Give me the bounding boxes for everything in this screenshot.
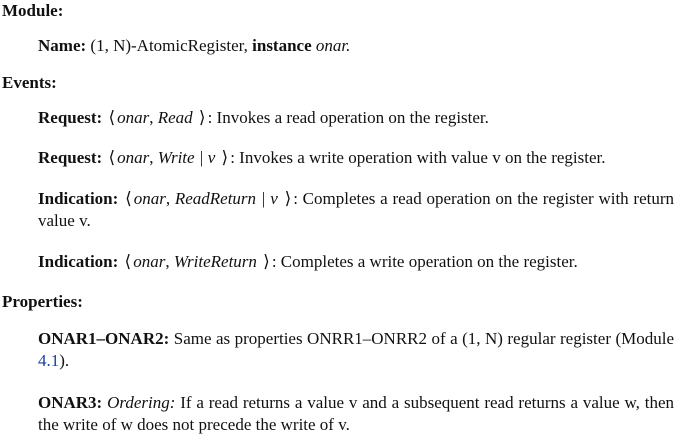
event-description: : Invokes a read operation on the register. (207, 108, 489, 127)
event-open-bracket: ⟨ (108, 148, 116, 167)
event-operation: WriteReturn (173, 252, 257, 271)
event-close-bracket: ⟩ (263, 252, 270, 271)
event-open-bracket: ⟨ (124, 252, 132, 271)
event-instance: onar (117, 148, 150, 167)
event-description: : Completes a write operation on the register. (271, 252, 578, 271)
event-operation: Read (157, 108, 193, 127)
event-instance: onar (133, 252, 166, 271)
event-item (38, 107, 674, 129)
module-reference-link[interactable]: 4.1 (38, 351, 60, 370)
event-item (38, 147, 674, 169)
event-argument: | v (260, 189, 278, 208)
property-item (38, 328, 674, 372)
name-value: (1, N)-AtomicRegister, (90, 36, 248, 55)
property-text: If a read returns a value v and a subsequent read returns a value w, then the write of w does not precede the write of v. (38, 393, 675, 434)
event-separator: , (165, 252, 170, 271)
event-separator: , (149, 148, 154, 167)
property-label: ONAR3: (38, 393, 103, 412)
event-operation: Write (157, 148, 195, 167)
event-close-bracket: ⟩ (284, 189, 292, 208)
event-separator: , (165, 189, 171, 208)
event-open-bracket: ⟨ (125, 189, 132, 208)
event-instance: onar (133, 189, 166, 208)
name-label: Name: (38, 36, 87, 55)
events-heading: Events: (2, 73, 57, 92)
event-close-bracket: ⟩ (198, 108, 206, 127)
property-label: ONAR1–ONAR2: (38, 329, 170, 348)
event-label: Indication: (38, 189, 119, 208)
event-label: Request: (38, 148, 103, 167)
properties-heading: Properties: (2, 292, 83, 311)
instance-value: onar. (315, 36, 351, 55)
module-name-line (38, 35, 674, 57)
property-title: Ordering: (107, 393, 176, 412)
event-operation: ReadReturn (174, 189, 257, 208)
property-item (38, 392, 674, 436)
property-text-end: ). (59, 351, 70, 370)
event-description: : Invokes a write operation with value v on the register. (230, 148, 606, 167)
instance-label: instance (252, 36, 312, 55)
event-separator: , (149, 108, 154, 127)
event-argument: | v (198, 148, 216, 167)
event-description: : Completes a read operation on the register with return value v. (38, 189, 675, 230)
event-item (38, 251, 674, 273)
property-text: Same as properties ONRR1–ONRR2 of a (1, N) regular register (Module (173, 329, 674, 348)
event-open-bracket: ⟨ (108, 108, 116, 127)
event-label: Request: (38, 108, 103, 127)
event-item (38, 188, 674, 232)
event-close-bracket: ⟩ (221, 148, 229, 167)
event-label: Indication: (38, 252, 119, 271)
event-instance: onar (117, 108, 150, 127)
module-heading: Module: (2, 1, 64, 20)
